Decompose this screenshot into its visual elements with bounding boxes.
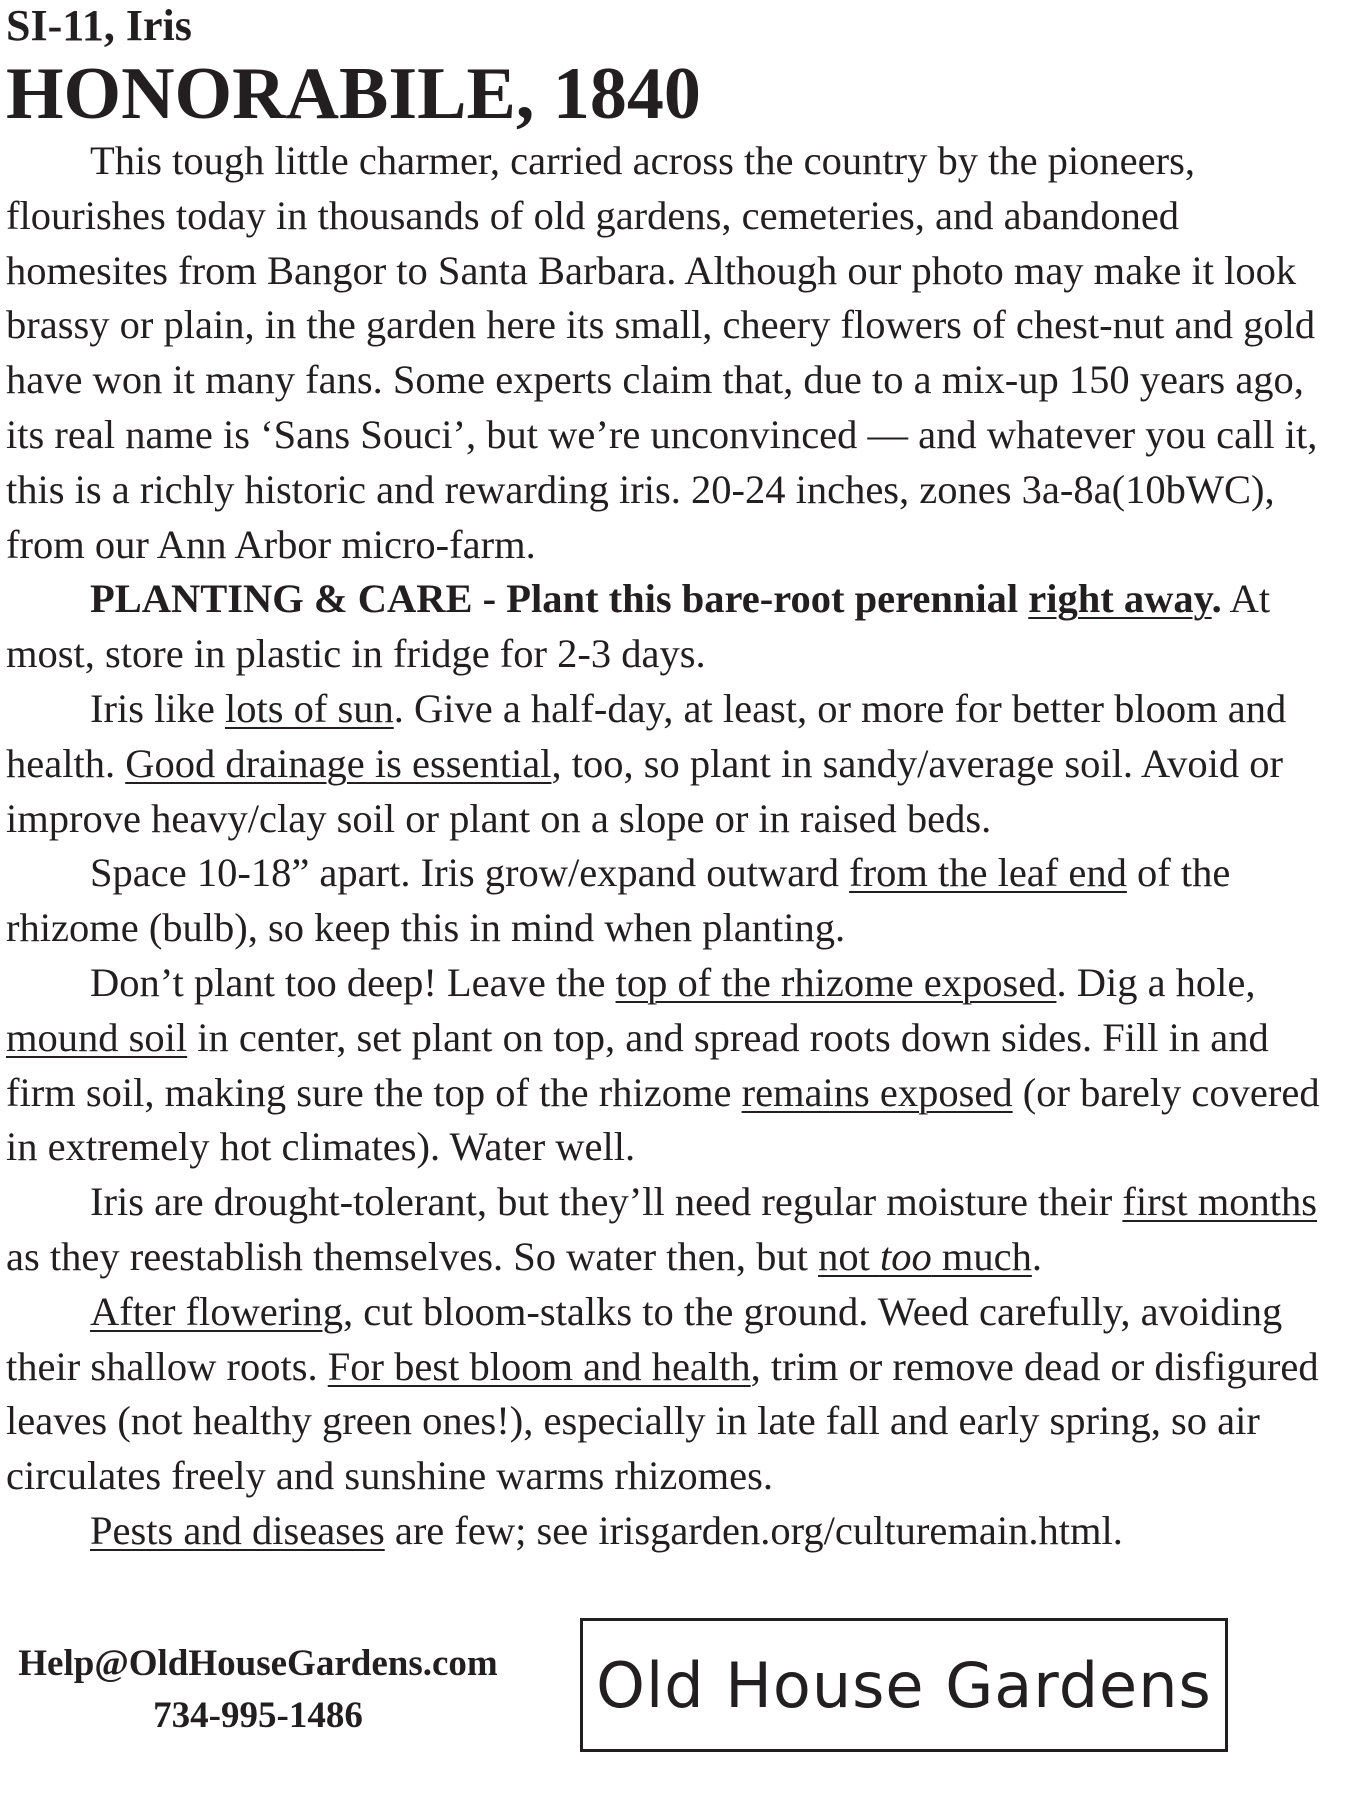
depth-paragraph [6, 956, 1326, 1175]
contact-email: Help@OldHouseGardens.com [18, 1643, 498, 1684]
after-text-b: , trim or remove dead or disfigured leaves (not healthy green ones!), especially in late fall and early spring, so air circulates freely and sunshine warms rhizomes. [6, 1343, 1319, 1499]
pests-paragraph [6, 1504, 1326, 1559]
depth-text-d: (or barely covered in extremely hot climates). Water well. [6, 1069, 1320, 1170]
sun-underline-2: Good drainage is essential [125, 740, 552, 786]
space-text-a: Space 10-18” apart. Iris grow/expand outward [90, 850, 850, 896]
planting-rest: At most, store in plastic in fridge for 2-3 days. [6, 576, 1271, 677]
contact-phone: 734-995-1486 [153, 1695, 363, 1736]
depth-text-b: . Dig a hole, [1056, 959, 1256, 1005]
water-underline-1: first months [1122, 1179, 1318, 1225]
body-text [6, 134, 1326, 1559]
space-underline-1: from the leaf end [849, 850, 1127, 896]
planting-heading: PLANTING & CARE - Plant this bare-root perennial [90, 576, 1029, 622]
water-underline-2a: not [818, 1233, 880, 1279]
planting-emphasis: right away [1028, 576, 1212, 622]
water-text-b: as they reestablish themselves. So water then, but [6, 1233, 819, 1279]
water-underline-2b: much [931, 1233, 1032, 1279]
water-paragraph [6, 1175, 1326, 1285]
instruction-sheet [6, 0, 1326, 1559]
after-paragraph [6, 1285, 1326, 1504]
brand-logo [580, 1618, 1228, 1752]
depth-text-c: in center, set plant on top, and spread roots down sides. Fill in and firm soil, making sure the top of the rhizome [6, 1014, 1269, 1115]
sun-text-b: . Give a half-day, at least, or more for better bloom and health. [6, 685, 1287, 786]
sun-paragraph [6, 682, 1326, 846]
depth-underline-1: top of the rhizome exposed [615, 959, 1057, 1005]
depth-underline-3: remains exposed [741, 1069, 1013, 1115]
depth-underline-2: mound soil [6, 1014, 188, 1060]
after-text-a: , cut bloom-stalks to the ground. Weed carefully, avoiding their shallow roots. [6, 1288, 1283, 1389]
product-code: SI-11, Iris [6, 1, 192, 50]
contact-info [8, 1638, 508, 1742]
space-paragraph [6, 846, 1326, 956]
planting-heading-end: . [1211, 576, 1222, 622]
logo-text: Old House Gardens [596, 1648, 1212, 1722]
sun-text-c: , too, so plant in sandy/average soil. Avoid or improve heavy/clay soil or plant on a slope or in raised beds. [6, 740, 1283, 841]
water-underline-2 [818, 1234, 1032, 1279]
space-text-b: of the rhizome (bulb), so keep this in mind when planting. [6, 850, 1231, 951]
water-text-c: . [1031, 1233, 1042, 1279]
page-title: HONORABILE, 1840 [6, 53, 701, 135]
sun-underline-1: lots of sun [224, 685, 394, 731]
sun-text-a: Iris like [90, 685, 225, 731]
after-underline-1: After flowering [90, 1288, 344, 1334]
after-underline-2: For best bloom and health [327, 1343, 751, 1389]
planting-paragraph [6, 572, 1326, 682]
water-text-a: Iris are drought-tolerant, but they’ll need regular moisture their [90, 1179, 1123, 1225]
pests-text-a: are few; see irisgarden.org/culturemain.html. [384, 1507, 1123, 1553]
description-paragraph: This tough little charmer, carried across the country by the pioneers, flourishes today in thousands of old gardens, cemeteries, and abandoned homesites from Bangor to Santa Barbara. Although our photo may make it look brassy or plain, in the garden here its small, cheery flowers of chest-nut and gold have won it many fans. Some experts claim that, due to a mix-up 150 years ago, its real name is ‘Sans Souci’, but we’re unconvinced — and whatever you call it, this is a richly historic and rewarding iris. 20-24 inches, zones 3a-8a(10bWC), from our Ann Arbor micro-farm. [6, 138, 1318, 567]
pests-underline-1: Pests and diseases [90, 1507, 385, 1553]
water-underline-2-italic: too [879, 1233, 932, 1279]
depth-text-a: Don’t plant too deep! Leave the [90, 959, 616, 1005]
